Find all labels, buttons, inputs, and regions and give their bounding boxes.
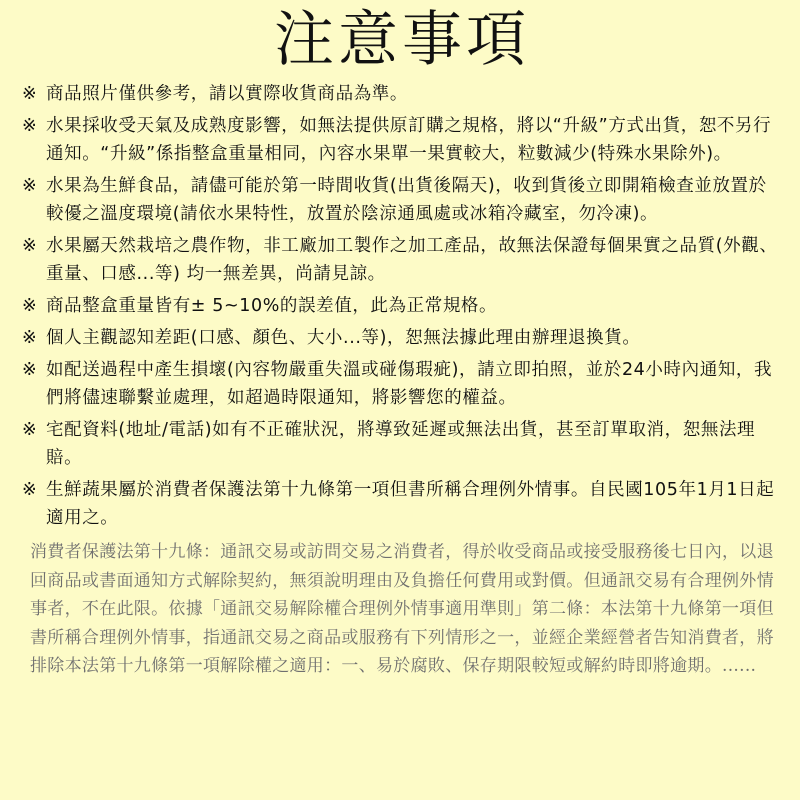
- consumer-protection-law-text: 消費者保護法第十九條：通訊交易或訪問交易之消費者，得於收受商品或接受服務後七日內，以退回商品或書面通知方式解除契約，無須說明理由及負擔任何費用或對價。但通訊交易有合理例外情事者，不在此限。依據「通訊交易解除權合理例外情事適用準則」第二條：本法第十九條第一項但書所稱合理例外情事，指通訊交易之商品或服務有下列情形之一，並經企業經營者告知消費者，將排除本法第十九條第一項解除權之適用：一、易於腐敗、保存期限較短或解約時即將逾期。......: [30, 542, 774, 676]
- notes-list: [22, 80, 782, 532]
- note-text: 個人主觀認知差距(口感、顏色、大小...等)，恕無法據此理由辦理退換貨。: [46, 328, 641, 348]
- note-item: [22, 324, 782, 352]
- note-text: 水果屬天然栽培之農作物，非工廠加工製作之加工產品，故無法保證每個果實之品質(外觀、重量、口感...等) 均一無差異，尚請見諒。: [46, 236, 778, 284]
- reference-mark: ※: [22, 480, 38, 500]
- note-item: [22, 112, 782, 168]
- reference-mark: ※: [22, 296, 38, 316]
- page-title: 注意事項: [274, 5, 530, 75]
- reference-mark: ※: [22, 84, 38, 104]
- note-item: [22, 476, 782, 532]
- note-item: [22, 172, 782, 228]
- note-text: 如配送過程中產生損壞(內容物嚴重失溫或碰傷瑕疵)，請立即拍照，並於24小時內通知，我們將儘速聯繫並處理，如超過時限通知，將影響您的權益。: [46, 360, 773, 408]
- note-text: 水果採收受天氣及成熟度影響，如無法提供原訂購之規格，將以“升級”方式出貨，恕不另行通知。“升級”係指整盒重量相同，內容水果單一果實較大，粒數減少(特殊水果除外)。: [46, 116, 772, 164]
- note-text: 商品照片僅供參考，請以實際收貨商品為準。: [46, 84, 408, 104]
- reference-mark: ※: [22, 360, 38, 380]
- note-item: [22, 80, 782, 108]
- reference-mark: ※: [22, 328, 38, 348]
- reference-mark: ※: [22, 116, 38, 136]
- note-item: [22, 416, 782, 472]
- reference-mark: ※: [22, 420, 38, 440]
- reference-mark: ※: [22, 176, 38, 196]
- note-item: [22, 356, 782, 412]
- note-text: 宅配資料(地址/電話)如有不正確狀況，將導致延遲或無法出貨，甚至訂單取消，恕無法理賠。: [46, 420, 756, 468]
- note-text: 水果為生鮮食品，請儘可能於第一時間收貨(出貨後隔天)，收到貨後立即開箱檢查並放置於較優之溫度環境(請依水果特性，放置於陰涼通風處或冰箱冷藏室，勿冷凍)。: [46, 176, 767, 224]
- note-item: [22, 232, 782, 288]
- note-item: [22, 292, 782, 320]
- note-text: 商品整盒重量皆有± 5~10%的誤差值，此為正常規格。: [46, 296, 498, 316]
- reference-mark: ※: [22, 236, 38, 256]
- note-text: 生鮮蔬果屬於消費者保護法第十九條第一項但書所稱合理例外情事。自民國105年1月1日起適用之。: [46, 480, 775, 528]
